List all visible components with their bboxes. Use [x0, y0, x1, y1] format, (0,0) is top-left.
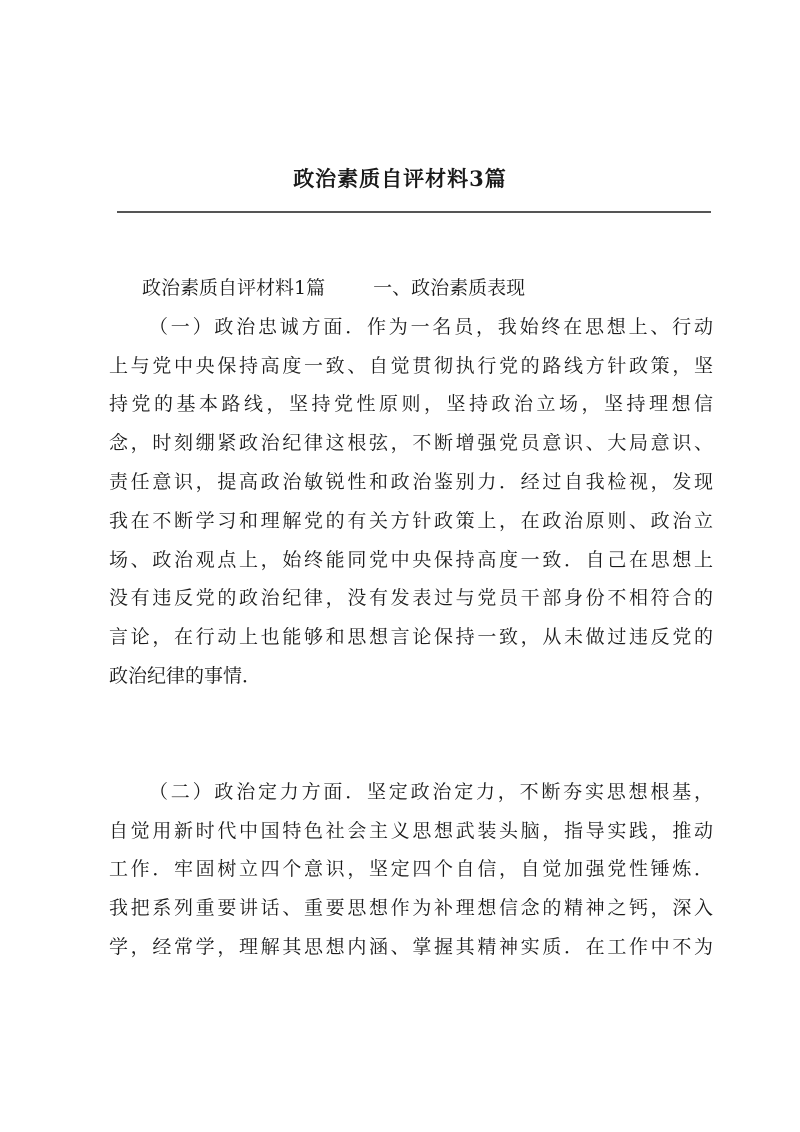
paragraph2-line-2: 自觉用新时代中国特色社会主义思想武装头脑，指导实践，推动: [109, 819, 713, 842]
title-divider: [117, 211, 711, 213]
paragraph1-line-6: 我在不断学习和理解党的有关方针政策上，在政治原则、政治立: [109, 509, 713, 532]
paragraph-gap: [109, 696, 713, 773]
paragraph1-line-9: 言论，在行动上也能够和思想言论保持一致，从未做过违反党的: [109, 626, 713, 649]
paragraph2-line-5: 学，经常学，理解其思想内涵、掌握其精神实质．在工作中不为: [109, 935, 713, 958]
document-body: [109, 269, 713, 967]
paragraph1-line-5: 责任意识，提高政治敏锐性和政治鉴别力．经过自我检视，发现: [109, 470, 713, 493]
paragraph1-line-10: 政治纪律的事情．: [109, 664, 262, 687]
section1-heading: 政治素质自评材料1篇: [142, 277, 326, 299]
paragraph1-line-2: 上与党中央保持高度一致、自觉贯彻执行党的路线方针政策，坚: [109, 354, 713, 377]
paragraph1-line-3: 持党的基本路线，坚持党性原则，坚持政治立场，坚持理想信: [109, 393, 713, 416]
paragraph1-line-7: 场、政治观点上，始终能同党中央保持高度一致．自己在思想上: [109, 548, 713, 571]
section-heading-line: [109, 269, 713, 308]
paragraph1-line-8: 没有违反党的政治纪律，没有发表过与党员干部身份不相符合的: [109, 587, 713, 610]
paragraph1-line-1: （一）政治忠诚方面．作为一名员，我始终在思想上、行动: [149, 315, 713, 338]
paragraph1-line-4: 念，时刻绷紧政治纪律这根弦，不断增强党员意识、大局意识、: [109, 432, 713, 455]
paragraph2-line-1: （二）政治定力方面．坚定政治定力，不断夯实思想根基，: [149, 780, 713, 803]
document-title: 政治素质自评材料3篇: [293, 166, 507, 191]
paragraph2-line-4: 我把系列重要讲话、重要思想作为补理想信念的精神之钙，深入: [109, 897, 713, 920]
section1-subheading: 一、政治素质表现: [373, 277, 526, 299]
paragraph2-line-3: 工作．牢固树立四个意识，坚定四个自信，自觉加强党性锤炼．: [109, 858, 713, 881]
